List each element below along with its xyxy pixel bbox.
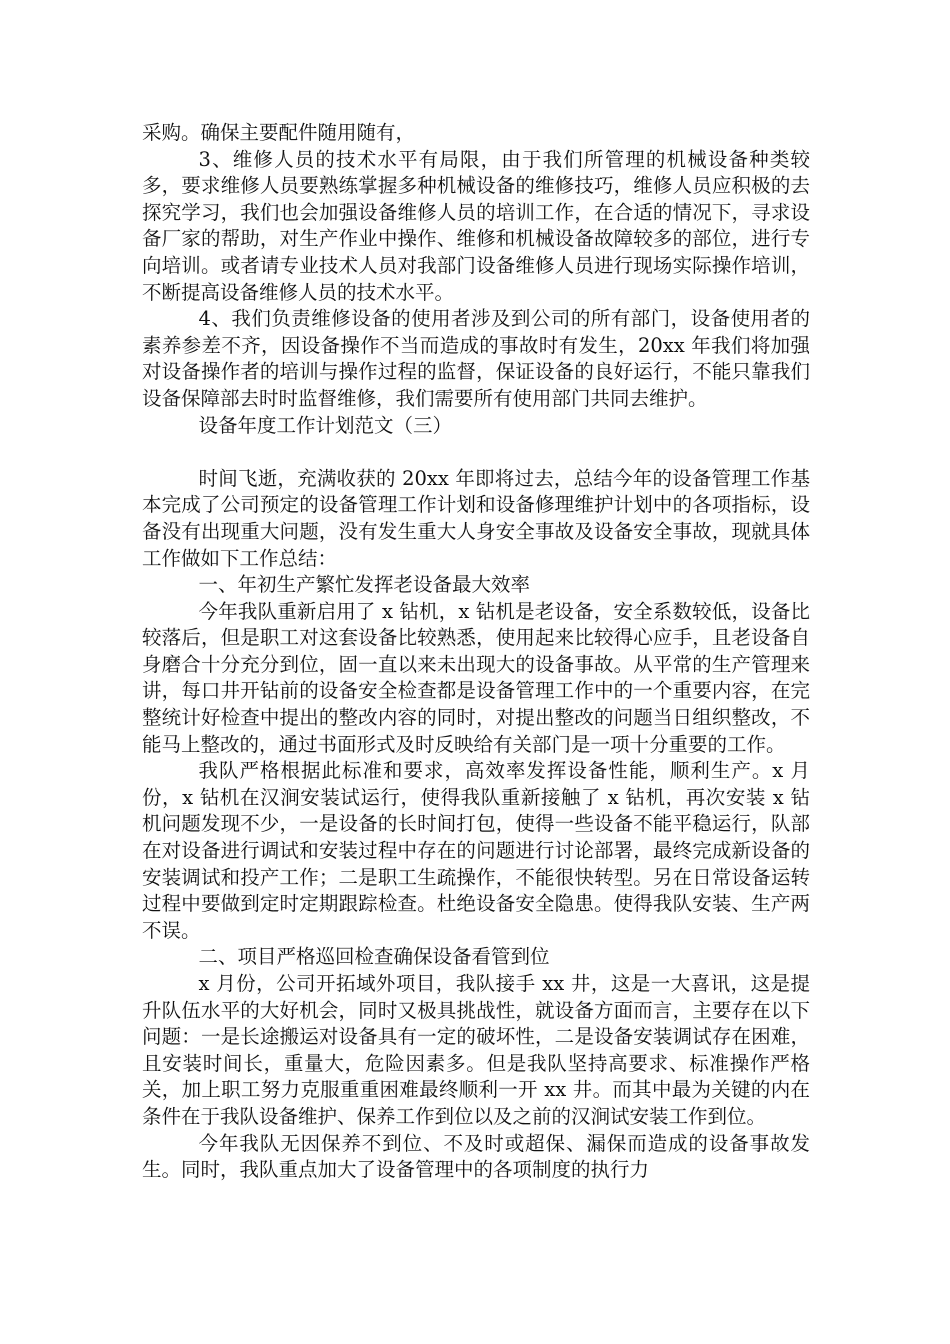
paragraph-intro-summary: 时间飞逝，充满收获的 20xx 年即将过去，总结今年的设备管理工作基本完成了公司预定的设备管理工作计划和设备修理维护计划中的各项指标，设备没有出现重大问题，没有发生重大人身安全事故及设备安全事故，现就具体工作做如下工作总结：	[142, 466, 810, 570]
paragraph-equipment-users: 4、我们负责维修设备的使用者涉及到公司的所有部门，设备使用者的素养参差不齐，因设备操作不当而造成的事故时有发生，20xx 年我们将加强对设备操作者的培训与操作过程的监督，保证设备的良好运行，不能只靠我们设备保障部去时时监督维修，我们需要所有使用部门共同去维护。	[142, 307, 810, 410]
paragraph-no-accidents: 今年我队无因保养不到位、不及时或超保、漏保而造成的设备事故发生。同时，我队重点加大了设备管理中的各项制度的执行力	[142, 1131, 810, 1182]
paragraph-standards: 我队严格根据此标准和要求，高效率发挥设备性能，顺利生产。x 月份，x 钻机在汉涧安装试运行，使得我队重新接触了 x 钻机，再次安装 x 钻机问题发现不少，一是设备的长时间打包，使得一些设备不能平稳运行，队部在对设备进行调试和安装过程中存在的问题进行讨论部署，最终完成新设备的安装调试和投产工作；二是职工生疏操作，不能很快转型。另在日常设备运转过程中要做到定时定期跟踪检查。杜绝设备安全隐患。使得我队安装、生产两不误。	[142, 759, 810, 942]
paragraph-old-equipment: 今年我队重新启用了 x 钻机，x 钻机是老设备，安全系数较低，设备比较落后，但是职工对这套设备比较熟悉，使用起来比较得心应手，且老设备自身磨合十分充分到位，固一直以来未出现大的设备事故。从平常的生产管理来讲，每口井开钻前的设备安全检查都是设备管理工作中的一个重要内容，在完整统计好检查中提出的整改内容的同时，对提出整改的问题当日组织整改，不能马上整改的，通过书面形式及时反映给有关部门是一项十分重要的工作。	[142, 599, 810, 756]
paragraph-external-project: x 月份，公司开拓域外项目，我队接手 xx 井，这是一大喜讯，这是提升队伍水平的大好机会，同时又极具挑战性，就设备方面而言，主要存在以下问题：一是长途搬运对设备具有一定的破坏性，二是设备安装调试存在困难，且安装时间长，重量大，危险因素多。但是我队坚持高要求、标准操作严格关，加上职工努力克服重重困难最终顺利一开 xx 井。而其中最为关键的内在条件在于我队设备维护、保养工作到位以及之前的汉涧试安装工作到位。	[142, 972, 810, 1128]
paragraph-technician-skill: 3、维修人员的技术水平有局限，由于我们所管理的机械设备种类较多，要求维修人员要熟练掌握多种机械设备的维修技巧，维修人员应积极的去探究学习，我们也会加强设备维修人员的培训工作，在合适的情况下，寻求设备厂家的帮助，对生产作业中操作、维修和机械设备故障较多的部位，进行专向培训。或者请专业技术人员对我部门设备维修人员进行现场实际操作培训，不断提高设备维修人员的技术水平。	[142, 147, 810, 304]
heading-one: 一、年初生产繁忙发挥老设备最大效率	[198, 573, 531, 597]
section-title: 设备年度工作计划范文（三）	[198, 413, 453, 437]
paragraph-continuation: 采购。确保主要配件随用随有，	[142, 121, 416, 144]
document-page	[142, 120, 810, 1184]
heading-two: 二、项目严格巡回检查确保设备看管到位	[198, 945, 550, 969]
blank-line	[142, 439, 810, 466]
